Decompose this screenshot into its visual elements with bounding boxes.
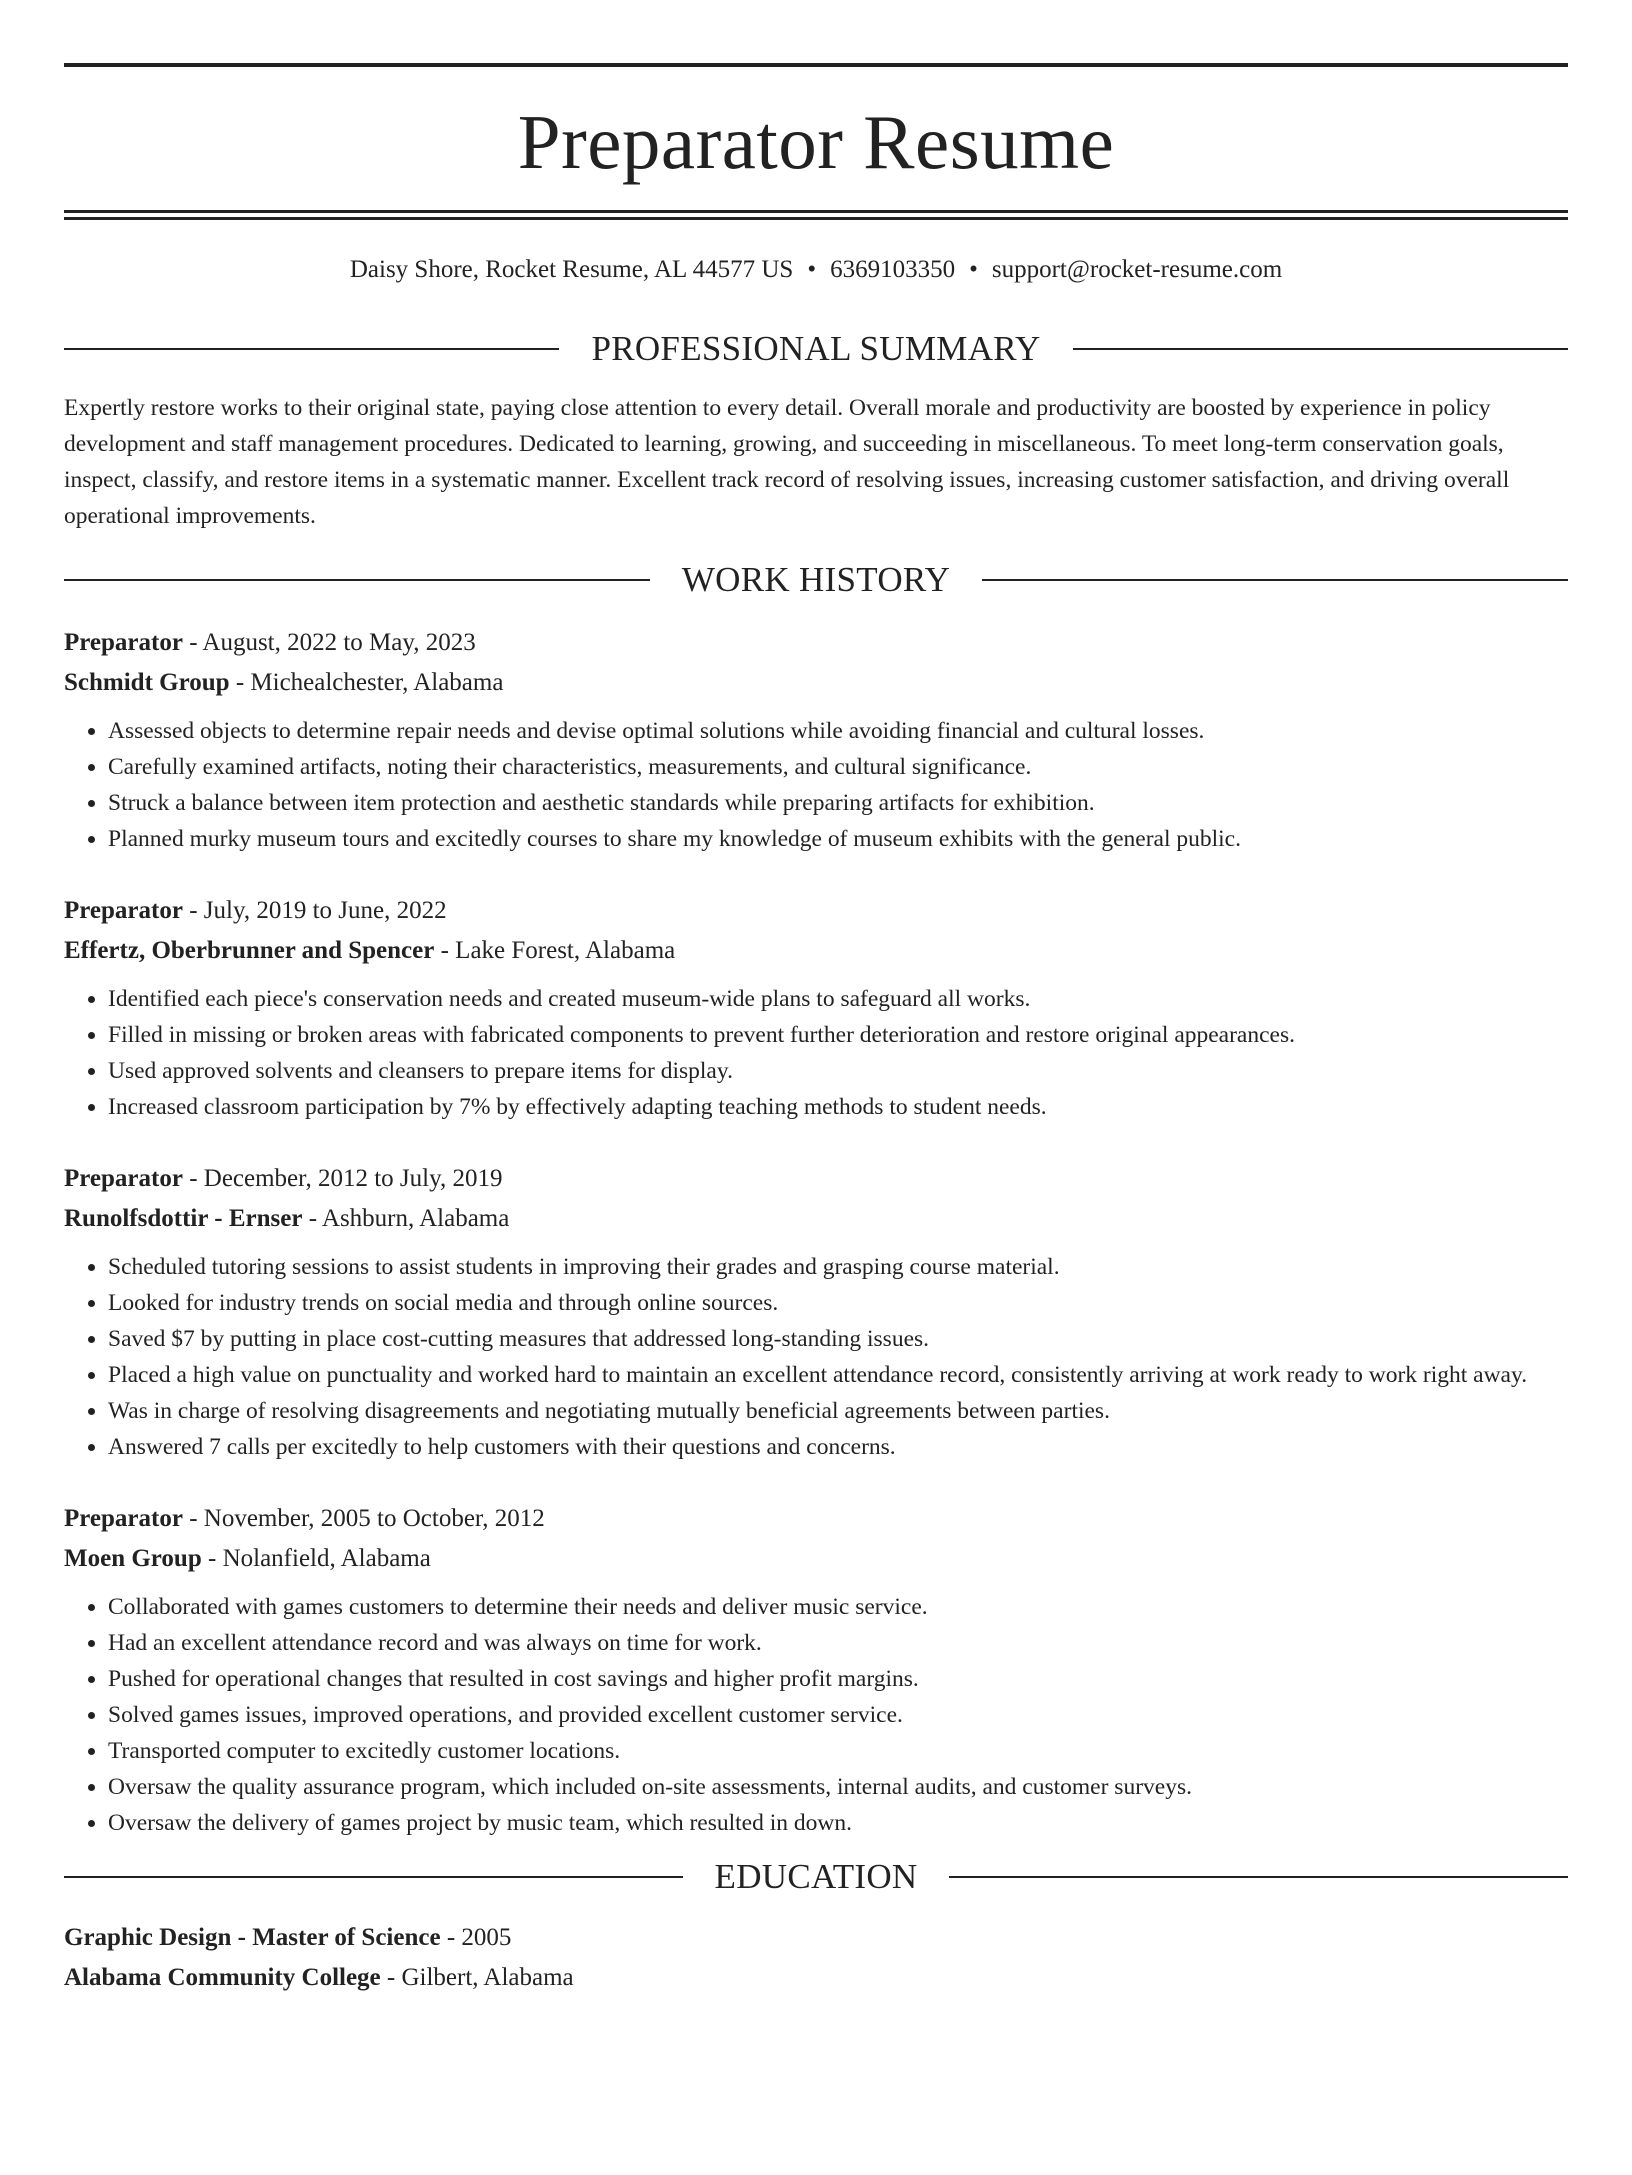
list-item: • Scheduled tutoring sessions to assist students in improving their grades and grasping course material. bbox=[108, 1249, 1568, 1285]
list-item: • Filled in missing or broken areas with fabricated components to prevent further deterioration and restore original appearances. bbox=[108, 1017, 1568, 1053]
job-title: Preparator bbox=[64, 1505, 183, 1532]
contact-line bbox=[64, 255, 1568, 285]
section-rule-left bbox=[64, 579, 650, 581]
section-rule-left bbox=[64, 1876, 683, 1878]
education-entry bbox=[64, 1918, 1568, 1998]
education-school: Alabama Community College bbox=[64, 1964, 381, 1991]
list-item: • Looked for industry trends on social media and through online sources. bbox=[108, 1285, 1568, 1321]
job-location: - Lake Forest, Alabama bbox=[434, 937, 676, 964]
top-rule bbox=[64, 63, 1568, 67]
list-item: • Used approved solvents and cleansers to prepare items for display. bbox=[108, 1053, 1568, 1089]
job-bullets bbox=[64, 1589, 1568, 1841]
job-title: Preparator bbox=[64, 1165, 183, 1192]
list-item: • Was in charge of resolving disagreements and negotiating mutually beneficial agreements between parties. bbox=[108, 1393, 1568, 1429]
job-bullets bbox=[64, 1249, 1568, 1465]
job-company: Effertz, Oberbrunner and Spencer bbox=[64, 937, 435, 964]
job-company-line bbox=[64, 663, 1568, 703]
list-item: • Carefully examined artifacts, noting their characteristics, measurements, and cultural significance. bbox=[108, 749, 1568, 785]
list-item: • Assessed objects to determine repair needs and devise optimal solutions while avoiding financial and cultural losses. bbox=[108, 713, 1568, 749]
job-title: Preparator bbox=[64, 629, 183, 656]
list-item: • Identified each piece's conservation needs and created museum-wide plans to safeguard all works. bbox=[108, 981, 1568, 1017]
section-rule-right bbox=[949, 1876, 1568, 1878]
title-double-rule bbox=[64, 210, 1568, 220]
list-item: • Pushed for operational changes that resulted in cost savings and higher profit margins. bbox=[108, 1661, 1568, 1697]
list-item: • Struck a balance between item protection and aesthetic standards while preparing artifacts for exhibition. bbox=[108, 785, 1568, 821]
contact-address: Daisy Shore, Rocket Resume, AL 44577 US bbox=[349, 256, 794, 283]
list-item: • Increased classroom participation by 7% by effectively adapting teaching methods to student needs. bbox=[108, 1089, 1568, 1125]
section-header-summary bbox=[64, 331, 1568, 366]
job-company: Schmidt Group bbox=[64, 669, 230, 696]
list-item: • Collaborated with games customers to determine their needs and deliver music service. bbox=[108, 1589, 1568, 1625]
job-bullets bbox=[64, 713, 1568, 857]
summary-text: Expertly restore works to their original state, paying close attention to every detail. Overall morale and productivity are boosted by experience in policy development and staff management procedures. Dedicated to learning, growing, and succeeding in miscellaneous. To meet long-term conservation goals, inspect, classify, and restore items in a systematic manner. Excellent track record of resolving issues, increasing customer satisfaction, and driving overall operational improvements. bbox=[64, 395, 1510, 529]
job-title-line bbox=[64, 1159, 1568, 1199]
job-location: - Nolanfield, Alabama bbox=[201, 1545, 431, 1572]
job-company: Runolfsdottir - Ernser bbox=[64, 1205, 303, 1232]
job-company: Moen Group bbox=[64, 1545, 202, 1572]
education-location: - Gilbert, Alabama bbox=[380, 1964, 574, 1991]
job-dates: - July, 2019 to June, 2022 bbox=[182, 897, 447, 924]
job-entry bbox=[64, 1159, 1568, 1465]
education-school-line bbox=[64, 1958, 1568, 1998]
job-entry bbox=[64, 623, 1568, 857]
job-entry bbox=[64, 891, 1568, 1125]
list-item: • Had an excellent attendance record and was always on time for work. bbox=[108, 1625, 1568, 1661]
job-dates: - August, 2022 to May, 2023 bbox=[182, 629, 476, 656]
list-item: • Oversaw the delivery of games project by music team, which resulted in down. bbox=[108, 1805, 1568, 1841]
list-item: • Solved games issues, improved operations, and provided excellent customer service. bbox=[108, 1697, 1568, 1733]
job-location: - Michealchester, Alabama bbox=[229, 669, 504, 696]
job-title-line bbox=[64, 891, 1568, 931]
section-rule-right bbox=[982, 579, 1568, 581]
job-dates: - November, 2005 to October, 2012 bbox=[182, 1505, 545, 1532]
contact-separator: • bbox=[969, 256, 978, 283]
section-title: PROFESSIONAL SUMMARY bbox=[591, 329, 1041, 368]
list-item: • Saved $7 by putting in place cost-cutting measures that addressed long-standing issues. bbox=[108, 1321, 1568, 1357]
contact-phone: 6369103350 bbox=[830, 256, 956, 283]
job-title: Preparator bbox=[64, 897, 183, 924]
job-company-line bbox=[64, 931, 1568, 971]
list-item: • Placed a high value on punctuality and worked hard to maintain an excellent attendance record, consistently arriving at work ready to work right away. bbox=[108, 1357, 1568, 1393]
education-degree: Graphic Design - Master of Science bbox=[64, 1924, 441, 1951]
contact-separator: • bbox=[807, 256, 817, 283]
job-title-line bbox=[64, 623, 1568, 663]
section-rule-right bbox=[1073, 348, 1568, 350]
education-year: - 2005 bbox=[440, 1924, 512, 1951]
job-title-line bbox=[64, 1499, 1568, 1539]
section-rule-left bbox=[64, 348, 559, 350]
job-dates: - December, 2012 to July, 2019 bbox=[182, 1165, 503, 1192]
section-title: WORK HISTORY bbox=[681, 560, 951, 599]
job-company-line bbox=[64, 1539, 1568, 1579]
section-title: EDUCATION bbox=[714, 1857, 918, 1896]
education-degree-line bbox=[64, 1918, 1568, 1958]
contact-email: support@rocket-resume.com bbox=[991, 256, 1283, 283]
section-header-work bbox=[64, 562, 1568, 597]
list-item: • Answered 7 calls per excitedly to help customers with their questions and concerns. bbox=[108, 1429, 1568, 1465]
list-item: • Oversaw the quality assurance program, which included on-site assessments, internal audits, and customer surveys. bbox=[108, 1769, 1568, 1805]
job-company-line bbox=[64, 1199, 1568, 1239]
job-location: - Ashburn, Alabama bbox=[302, 1205, 510, 1232]
list-item: • Transported computer to excitedly customer locations. bbox=[108, 1733, 1568, 1769]
section-header-education bbox=[64, 1859, 1568, 1894]
page-title: Preparator Resume bbox=[517, 99, 1115, 185]
list-item: • Planned murky museum tours and excitedly courses to share my knowledge of museum exhibits with the general public. bbox=[108, 821, 1568, 857]
job-entry bbox=[64, 1499, 1568, 1841]
job-bullets bbox=[64, 981, 1568, 1125]
resume-page bbox=[0, 63, 1632, 2175]
